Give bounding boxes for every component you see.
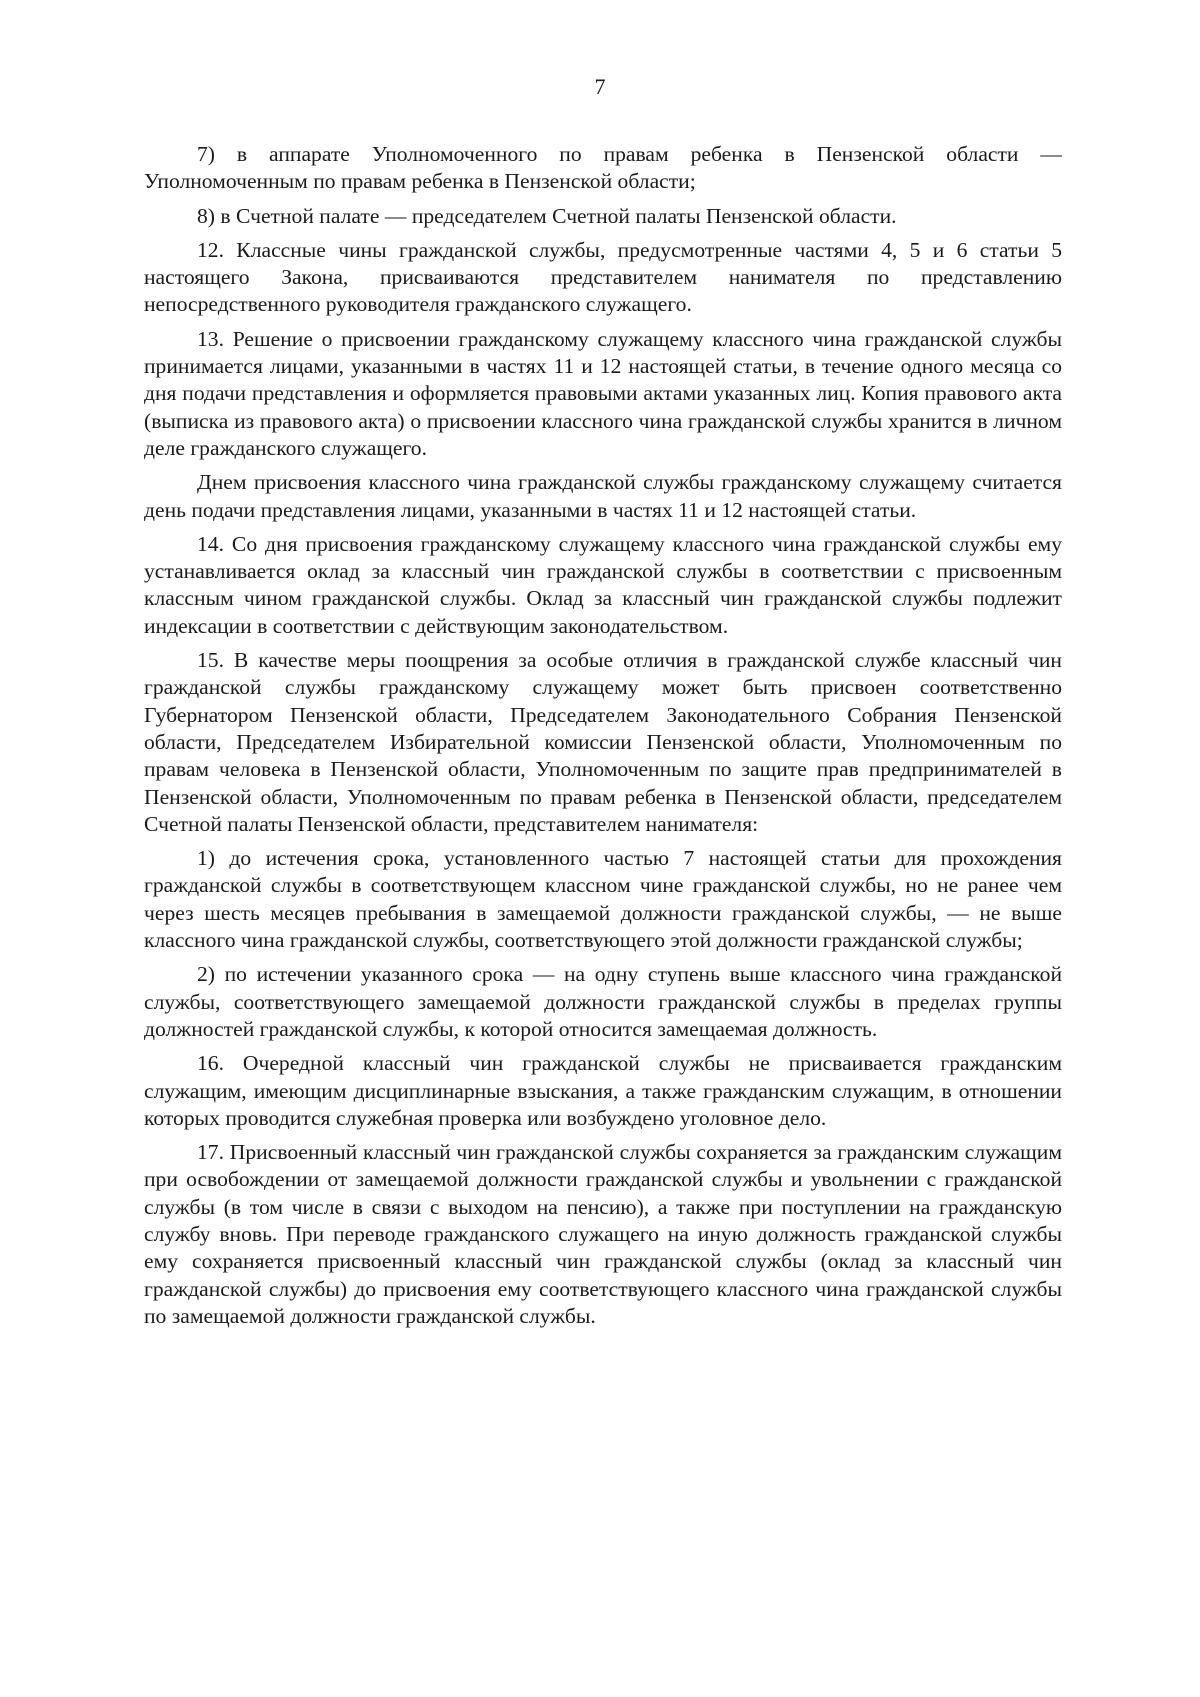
paragraph-part-15-item-2: 2) по истечении указанного срока — на одну ступень выше классного чина гражданской службы, соответствующего замещаемой должности гражданской службы в пределах группы должностей гражданской службы, к которой относится замещаемая должность. [144, 962, 1062, 1041]
paragraph-part-12: 12. Классные чины гражданской службы, предусмотренные частями 4, 5 и 6 статьи 5 настоящего Закона, присваиваются представителем нанимателя по представлению непосредственного руководителя гражданского служащего. [144, 237, 1062, 317]
paragraph-item-7-ombudsman-child: 7) в аппарате Уполномоченного по правам ребенка в Пензенской области — Уполномоченным по правам ребенка в Пензенской области; [144, 142, 1062, 194]
paragraph-item-8-accounts-chamber: 8) в Счетной палате — председателем Счетной палаты Пензенской области. [197, 203, 897, 228]
paragraph-part-17: 17. Присвоенный классный чин гражданской службы сохраняется за гражданским служащим при освобождении от замещаемой должности гражданской службы и увольнении с гражданской службы (в том числе в связи с выходом на пенсию), а также при поступлении на гражданскую службу вновь. При переводе гражданского служащего на иную должность гражданской службы ему сохраняется присвоенный классный чин гражданской службы (оклад за классный чин гражданской службы) до присвоения ему соответствующего классного чина гражданской службы по замещаемой должности гражданской службы. [144, 1140, 1062, 1328]
paragraph-part-14: 14. Со дня присвоения гражданскому служащему классного чина гражданской службы ему устанавливается оклад за классный чин гражданской службы в соответствии с присвоенным классным чином гражданской службы. Оклад за классный чин гражданской службы подлежит индексации в соответствии с действующим законодательством. [144, 531, 1062, 638]
paragraph-part-15: 15. В качестве меры поощрения за особые отличия в гражданской службе классный чин гражданской службы гражданскому служащему может быть присвоен соответственно Губернатором Пензенской области, Председателем Законодательного Собрания Пензенской области, Председателем Избирательной комиссии Пензенской области, Уполномоченным по правам человека в Пензенской области, Уполномоченным по защите прав предпринимателей в Пензенской области, Уполномоченным по правам ребенка в Пензенской области, председателем Счетной палаты Пензенской области, представителем нанимателя: [144, 648, 1062, 836]
paragraph-part-13-continued: Днем присвоения классного чина гражданской службы гражданскому служащему считается день подачи представления лицами, указанными в частях 11 и 12 настоящей статьи. [144, 470, 1062, 522]
page-number: 7 [594, 74, 606, 99]
paragraph-part-16: 16. Очередной классный чин гражданской службы не присваивается гражданским служащим, имеющим дисциплинарные взыскания, а также гражданским служащим, в отношении которых проводится служебная проверка или возбуждено уголовное дело. [144, 1051, 1062, 1130]
paragraph-part-15-item-1: 1) до истечения срока, установленного частью 7 настоящей статьи для прохождения гражданской службы в соответствующем классном чине гражданской службы, но не ранее чем через шесть месяцев пребывания в замещаемой должности гражданской службы, — не выше классного чина гражданской службы, соответствующего этой должности гражданской службы; [144, 846, 1062, 953]
paragraph-part-13: 13. Решение о присвоении гражданскому служащему классного чина гражданской службы принимается лицами, указанными в частях 11 и 12 настоящей статьи, в течение одного месяца со дня подачи представления и оформляется правовыми актами указанных лиц. Копия правового акта (выписка из правового акта) о присвоении классного чина гражданской службы хранится в личном деле гражданского служащего. [144, 326, 1062, 460]
document-body [144, 141, 1062, 1337]
